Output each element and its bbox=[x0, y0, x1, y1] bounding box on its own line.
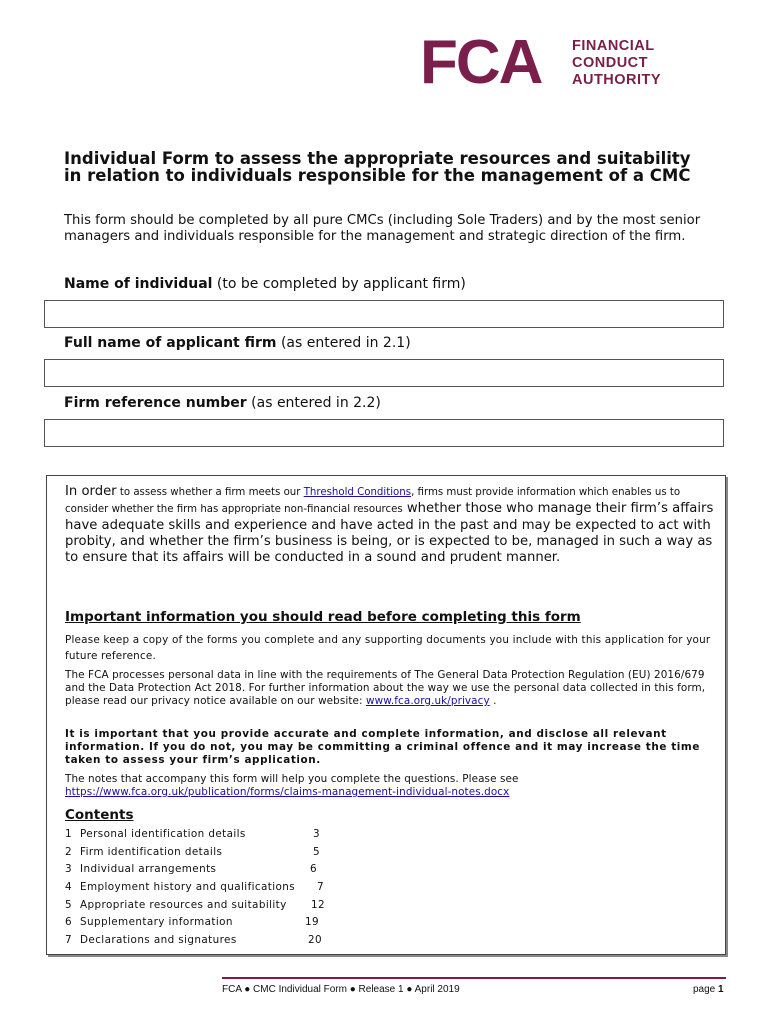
logo-line: AUTHORITY bbox=[572, 72, 662, 88]
toc-title: Firm identification details bbox=[80, 845, 223, 858]
toc-page: 20 bbox=[308, 934, 323, 947]
toc-page: 5 bbox=[313, 845, 321, 858]
threshold-paragraph bbox=[65, 484, 715, 566]
footer-text: FCA ● CMC Individual Form ● Release 1 ● April 2019 bbox=[222, 984, 460, 995]
toc-number: 4 bbox=[65, 881, 73, 894]
field-label-bold: Full name of applicant firm bbox=[64, 335, 277, 351]
toc-title: Employment history and qualifications bbox=[80, 881, 296, 894]
field-label-bold: Firm reference number bbox=[64, 395, 247, 411]
toc-number: 2 bbox=[65, 845, 73, 858]
list-item bbox=[65, 932, 365, 950]
logo-name bbox=[572, 38, 661, 89]
notes-text bbox=[65, 773, 720, 799]
footer-divider bbox=[222, 977, 726, 979]
toc-page: 7 bbox=[317, 881, 325, 894]
privacy-end: . bbox=[489, 695, 497, 707]
contents-heading: Contents bbox=[65, 807, 134, 823]
page-title: Individual Form to assess the appropriate resources and suitability in relation to individuals responsible for the management of a CMC bbox=[64, 149, 691, 185]
toc-title: Individual arrangements bbox=[80, 863, 217, 876]
keep-copy-text: Please keep a copy of the forms you complete and any supporting documents you include with this application for your future reference. bbox=[65, 634, 711, 662]
field-label-name-of-individual bbox=[64, 275, 466, 293]
toc-title: Supplementary information bbox=[80, 916, 233, 929]
threshold-conditions-link[interactable]: Threshold Conditions bbox=[303, 487, 412, 498]
logo-line: FINANCIAL bbox=[572, 38, 655, 54]
firm-reference-input[interactable] bbox=[44, 419, 724, 447]
field-label-applicant-firm bbox=[64, 334, 411, 352]
list-item bbox=[65, 897, 365, 915]
toc-number: 1 bbox=[65, 828, 73, 840]
threshold-text: , firms must provide information which enables us to consider whether the firm has appropriate non-financial resources bbox=[65, 487, 681, 515]
toc-number: 7 bbox=[65, 934, 73, 947]
threshold-text: whether those who manage their firm’s affairs have adequate skills and experience and have acted in the past and may be expected to act with probity, and whether the firm’s business is being, or is expected to be, managed in such a way as to ensure that its affairs will be conducted in a sound and prudent manner. bbox=[65, 501, 714, 565]
notes-link[interactable]: https://www.fca.org.uk/publication/forms/claims-management-individual-notes.docx bbox=[65, 786, 510, 798]
toc-title: Personal identification details bbox=[80, 828, 246, 840]
privacy-text bbox=[65, 669, 720, 708]
toc-number: 6 bbox=[65, 916, 73, 929]
fca-logo bbox=[420, 28, 720, 97]
privacy-link[interactable]: www.fca.org.uk/privacy bbox=[366, 695, 490, 707]
field-label-firm-reference bbox=[64, 394, 381, 412]
logo-letters: FCA bbox=[420, 28, 542, 97]
toc-page: 12 bbox=[311, 898, 326, 911]
list-item bbox=[65, 826, 365, 844]
warning-text: It is important that you provide accurate and complete information, and disclose all relevant information. If you do not, you may be committing a criminal offence and it may increase the time taken to assess your firm’s application. bbox=[65, 728, 701, 766]
toc-page: 6 bbox=[310, 863, 318, 876]
field-label-note: (as entered in 2.1) bbox=[276, 335, 411, 351]
threshold-text: to assess whether a firm meets our bbox=[116, 487, 304, 498]
toc-number: 5 bbox=[65, 898, 73, 911]
toc-title: Declarations and signatures bbox=[80, 934, 237, 947]
field-label-note: (to be completed by applicant firm) bbox=[212, 276, 466, 292]
intro-text: This form should be completed by all pure CMCs (including Sole Traders) and by the most senior managers and individuals responsible for the management and strategic direction of the firm. bbox=[64, 213, 701, 244]
list-item bbox=[65, 914, 365, 932]
privacy-body: The FCA processes personal data in line with the requirements of The General Data Protection Regulation (EU) 2016/679 and the Data Protection Act 2018. For further information about the way we use the personal data collected in this form, please read our privacy notice available on our website: bbox=[65, 669, 706, 707]
threshold-lead: In order bbox=[65, 484, 117, 499]
list-item bbox=[65, 879, 365, 897]
list-item bbox=[65, 844, 365, 862]
information-box bbox=[46, 475, 726, 955]
contents-list bbox=[65, 826, 365, 950]
field-label-bold: Name of individual bbox=[64, 276, 213, 292]
toc-number: 3 bbox=[65, 863, 73, 876]
page-number bbox=[693, 984, 724, 995]
notes-body: The notes that accompany this form will help you complete the questions. Please see bbox=[65, 773, 519, 785]
list-item bbox=[65, 861, 365, 879]
logo-line: CONDUCT bbox=[572, 55, 648, 71]
page-num: 1 bbox=[718, 984, 724, 995]
toc-page: 3 bbox=[313, 828, 321, 840]
field-label-note: (as entered in 2.2) bbox=[246, 395, 381, 411]
toc-title: Appropriate resources and suitability bbox=[80, 898, 287, 911]
important-heading: Important information you should read before completing this form bbox=[65, 609, 581, 625]
page-label: page bbox=[693, 984, 719, 995]
applicant-firm-input[interactable] bbox=[44, 359, 724, 387]
toc-page: 19 bbox=[305, 916, 320, 929]
name-of-individual-input[interactable] bbox=[44, 300, 724, 328]
